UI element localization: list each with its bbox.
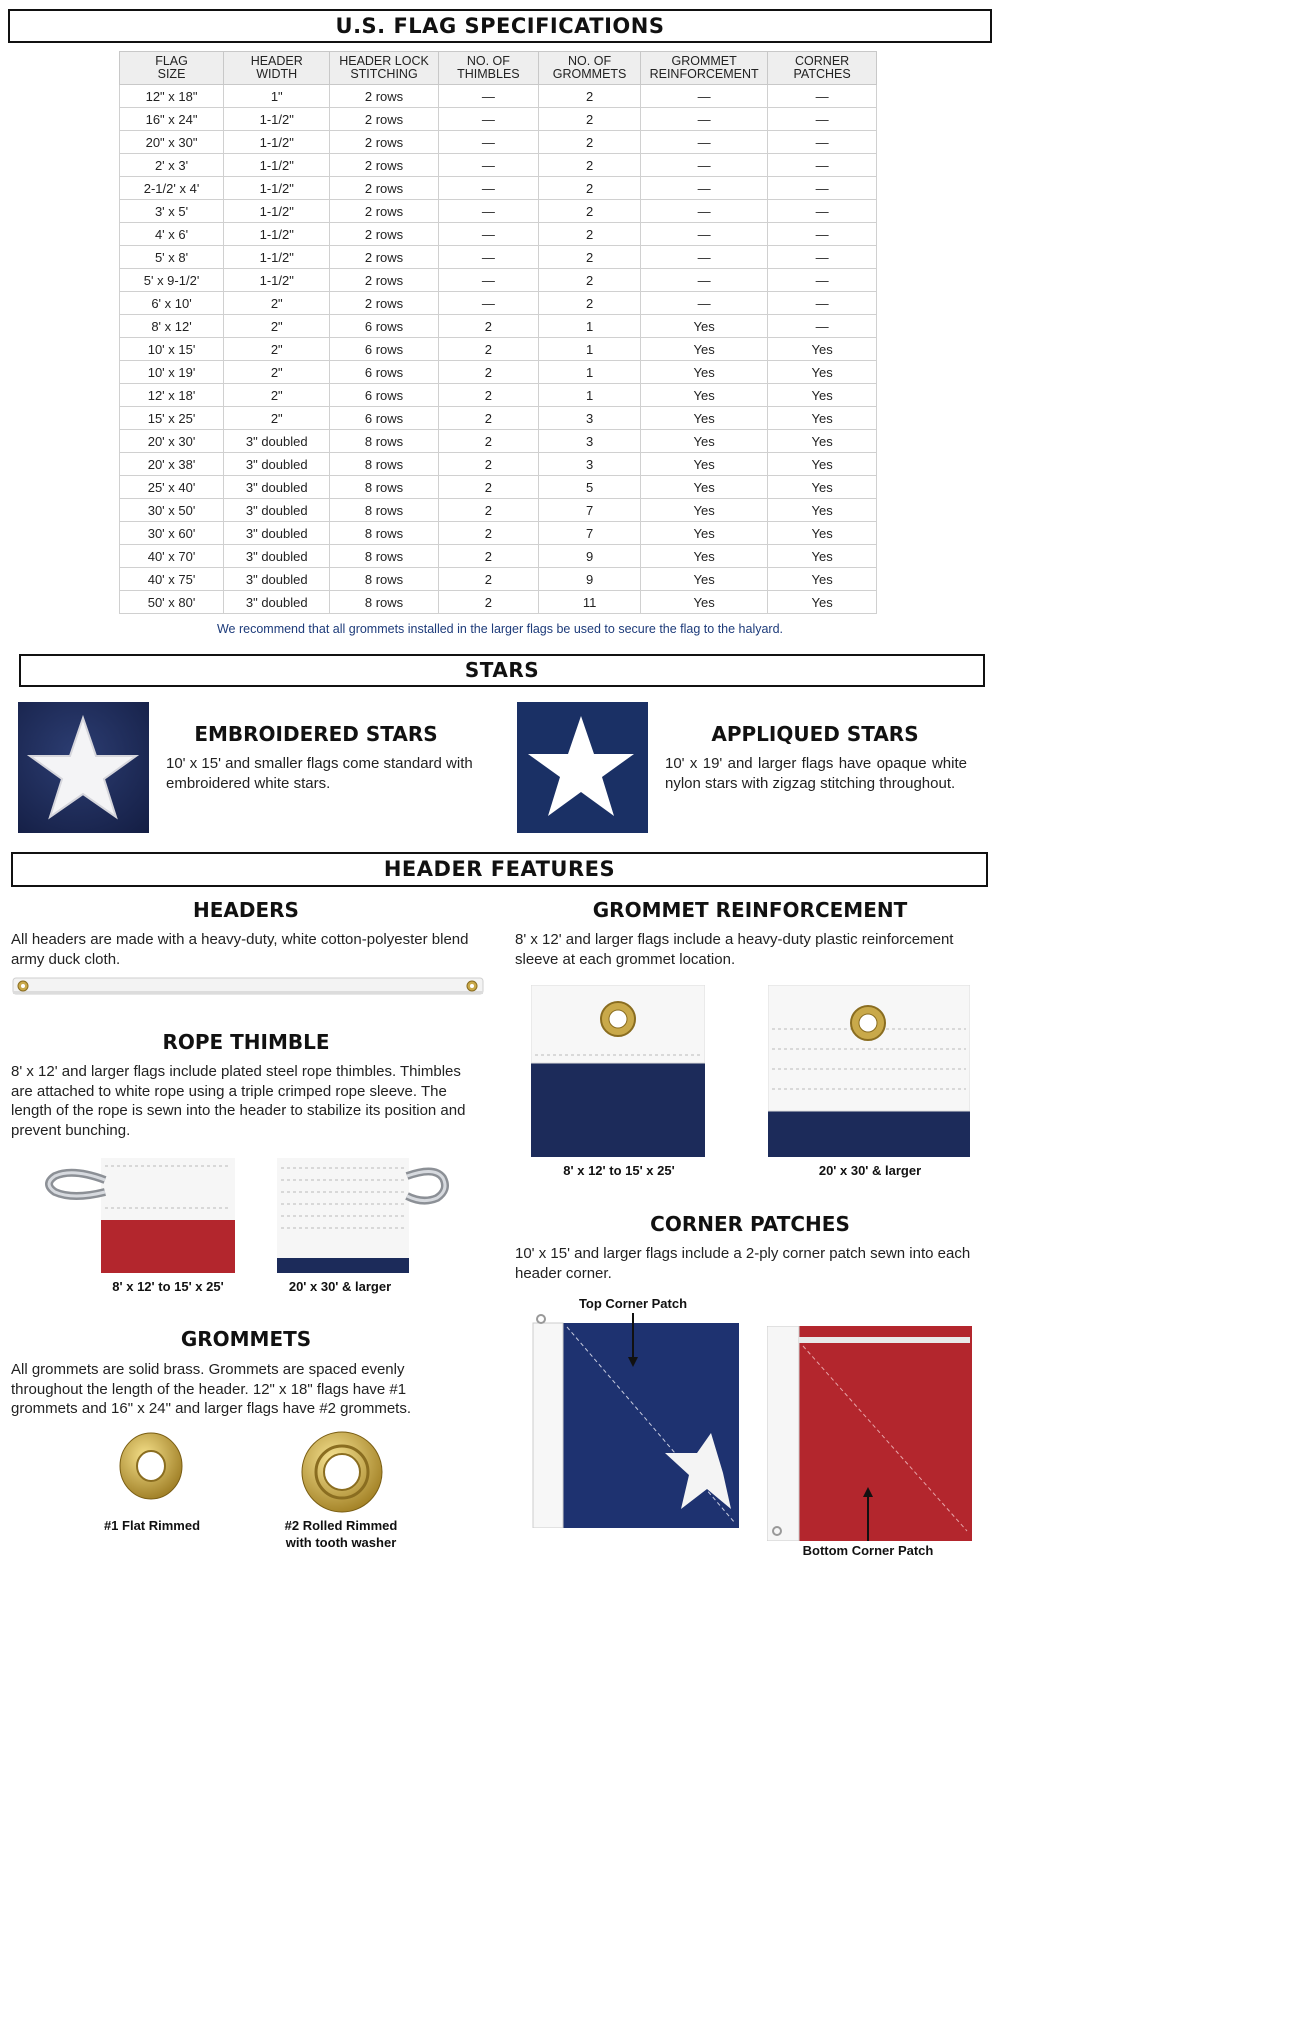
table-cell: 6 rows bbox=[330, 338, 438, 361]
table-cell: — bbox=[768, 200, 877, 223]
table-cell: 2 bbox=[438, 476, 539, 499]
table-cell: Yes bbox=[641, 545, 768, 568]
table-cell: 2 bbox=[539, 292, 641, 315]
table-cell: 2 bbox=[438, 338, 539, 361]
spec-column-header bbox=[641, 52, 768, 85]
table-cell: 1-1/2" bbox=[224, 154, 330, 177]
table-cell: 2 bbox=[539, 108, 641, 131]
table-cell: 1 bbox=[539, 315, 641, 338]
table-cell: 40' x 75' bbox=[120, 568, 224, 591]
table-cell: Yes bbox=[641, 476, 768, 499]
table-row bbox=[120, 177, 877, 200]
table-cell: 2 rows bbox=[330, 85, 438, 108]
table-cell: 1-1/2" bbox=[224, 131, 330, 154]
header-features-title: HEADER FEATURES bbox=[383, 857, 616, 881]
table-cell: Yes bbox=[641, 453, 768, 476]
table-cell: 2 bbox=[539, 177, 641, 200]
table-cell: 2 rows bbox=[330, 177, 438, 200]
table-cell: — bbox=[641, 85, 768, 108]
table-row bbox=[120, 591, 877, 614]
table-cell: 7 bbox=[539, 522, 641, 545]
table-cell: 12' x 18' bbox=[120, 384, 224, 407]
table-cell: 2 bbox=[438, 407, 539, 430]
table-cell: 2 bbox=[539, 85, 641, 108]
corner-patch-photo-red bbox=[767, 1326, 972, 1541]
table-cell: 3" doubled bbox=[224, 499, 330, 522]
table-cell: 8 rows bbox=[330, 522, 438, 545]
grommet-caption-2b: with tooth washer bbox=[285, 1535, 397, 1550]
table-cell: — bbox=[438, 269, 539, 292]
table-cell: — bbox=[768, 85, 877, 108]
spec-table-body bbox=[120, 85, 877, 614]
spec-column-header bbox=[539, 52, 641, 85]
spec-column-header-line: GROMMET bbox=[671, 54, 737, 68]
thimble-photo-small bbox=[43, 1158, 235, 1273]
table-cell: 5' x 8' bbox=[120, 246, 224, 269]
table-cell: 16" x 24" bbox=[120, 108, 224, 131]
table-cell: 3 bbox=[539, 407, 641, 430]
table-cell: 2 bbox=[438, 545, 539, 568]
table-cell: 3 bbox=[539, 453, 641, 476]
appliqued-heading: APPLIQUED STARS bbox=[711, 722, 919, 746]
headers-heading: HEADERS bbox=[193, 898, 299, 922]
table-cell: 1-1/2" bbox=[224, 223, 330, 246]
table-cell: — bbox=[438, 154, 539, 177]
table-row bbox=[120, 85, 877, 108]
table-cell: 25' x 40' bbox=[120, 476, 224, 499]
reinforcement-photo-large bbox=[768, 985, 970, 1157]
table-cell: 8' x 12' bbox=[120, 315, 224, 338]
table-cell: — bbox=[641, 269, 768, 292]
table-cell: 20' x 30' bbox=[120, 430, 224, 453]
table-cell: Yes bbox=[768, 361, 877, 384]
table-row bbox=[120, 545, 877, 568]
table-cell: — bbox=[438, 292, 539, 315]
table-cell: — bbox=[768, 131, 877, 154]
table-cell: 6' x 10' bbox=[120, 292, 224, 315]
top-corner-label: Top Corner Patch bbox=[578, 1296, 688, 1311]
table-cell: — bbox=[438, 223, 539, 246]
table-cell: — bbox=[768, 154, 877, 177]
table-cell: 6 rows bbox=[330, 384, 438, 407]
table-cell: 9 bbox=[539, 545, 641, 568]
corner-patches-heading: CORNER PATCHES bbox=[650, 1212, 850, 1236]
table-cell: 4' x 6' bbox=[120, 223, 224, 246]
table-cell: 50' x 80' bbox=[120, 591, 224, 614]
table-cell: 2 bbox=[438, 499, 539, 522]
table-cell: Yes bbox=[641, 522, 768, 545]
grommet-reinforcement-heading: GROMMET REINFORCEMENT bbox=[592, 898, 908, 922]
bottom-corner-label: Bottom Corner Patch bbox=[802, 1543, 934, 1558]
table-cell: Yes bbox=[641, 384, 768, 407]
spec-column-header-line: CORNER bbox=[795, 54, 850, 68]
table-cell: 1 bbox=[539, 361, 641, 384]
header-strip-photo bbox=[11, 974, 485, 998]
table-cell: — bbox=[641, 108, 768, 131]
table-cell: Yes bbox=[641, 315, 768, 338]
table-cell: 2 rows bbox=[330, 292, 438, 315]
table-row bbox=[120, 407, 877, 430]
table-cell: 12" x 18" bbox=[120, 85, 224, 108]
grommet-reinforcement-text: 8' x 12' and larger flags include a heavy-duty plastic reinforcement sleeve at each grommet location. bbox=[515, 931, 954, 968]
table-cell: 2 rows bbox=[330, 223, 438, 246]
table-cell: 2 rows bbox=[330, 108, 438, 131]
table-cell: — bbox=[438, 108, 539, 131]
table-cell: 2 bbox=[539, 246, 641, 269]
table-cell: 2 rows bbox=[330, 154, 438, 177]
spec-column-header-line: GROMMETS bbox=[552, 67, 627, 81]
spec-column-header bbox=[438, 52, 539, 85]
table-cell: 2 bbox=[438, 568, 539, 591]
table-cell: 3' x 5' bbox=[120, 200, 224, 223]
table-cell: 3" doubled bbox=[224, 453, 330, 476]
spec-column-header bbox=[330, 52, 438, 85]
table-cell: Yes bbox=[641, 338, 768, 361]
table-cell: — bbox=[768, 292, 877, 315]
table-cell: 2" bbox=[224, 384, 330, 407]
reinforcement-caption-small: 8' x 12' to 15' x 25' bbox=[563, 1163, 675, 1178]
thimble-caption-small: 8' x 12' to 15' x 25' bbox=[112, 1279, 224, 1294]
embroidered-heading: EMBROIDERED STARS bbox=[194, 722, 438, 746]
table-cell: Yes bbox=[768, 476, 877, 499]
table-cell: 1-1/2" bbox=[224, 269, 330, 292]
table-row bbox=[120, 361, 877, 384]
reinforcement-caption-large: 20' x 30' & larger bbox=[818, 1163, 922, 1178]
table-cell: 11 bbox=[539, 591, 641, 614]
table-cell: 2 rows bbox=[330, 131, 438, 154]
table-cell: — bbox=[768, 246, 877, 269]
table-cell: Yes bbox=[641, 499, 768, 522]
table-cell: — bbox=[768, 223, 877, 246]
table-cell: 2" bbox=[224, 315, 330, 338]
spec-column-header-line: HEADER LOCK bbox=[339, 54, 429, 68]
table-cell: 8 rows bbox=[330, 430, 438, 453]
table-cell: 30' x 50' bbox=[120, 499, 224, 522]
table-cell: 20" x 30" bbox=[120, 131, 224, 154]
table-cell: 1" bbox=[224, 85, 330, 108]
table-cell: Yes bbox=[641, 568, 768, 591]
table-cell: 2 bbox=[438, 384, 539, 407]
table-cell: 1 bbox=[539, 384, 641, 407]
stars-title: STARS bbox=[464, 658, 540, 682]
table-cell: 8 rows bbox=[330, 453, 438, 476]
table-cell: 1-1/2" bbox=[224, 108, 330, 131]
table-cell: 2 bbox=[539, 223, 641, 246]
table-row bbox=[120, 200, 877, 223]
table-cell: 40' x 70' bbox=[120, 545, 224, 568]
table-cell: 2 bbox=[438, 315, 539, 338]
table-cell: 8 rows bbox=[330, 476, 438, 499]
reinforcement-photo-small bbox=[531, 985, 705, 1157]
table-cell: 2 bbox=[438, 522, 539, 545]
table-cell: 3" doubled bbox=[224, 545, 330, 568]
rope-thimble-text: 8' x 12' and larger flags include plated steel rope thimbles. Thimbles are attached to white rope using a triple crimped rope sleeve. The length of the rope is sewn into the header to stabilize its position and prevent bunching. bbox=[11, 1063, 466, 1139]
table-cell: Yes bbox=[768, 338, 877, 361]
table-cell: — bbox=[641, 154, 768, 177]
table-row bbox=[120, 223, 877, 246]
table-cell: — bbox=[438, 85, 539, 108]
table-cell: — bbox=[641, 131, 768, 154]
table-cell: 2 bbox=[438, 453, 539, 476]
table-cell: 1 bbox=[539, 338, 641, 361]
table-cell: 10' x 15' bbox=[120, 338, 224, 361]
table-row bbox=[120, 154, 877, 177]
grommet-flat-photo bbox=[118, 1431, 184, 1501]
table-cell: — bbox=[641, 223, 768, 246]
table-cell: 3" doubled bbox=[224, 568, 330, 591]
grommets-text: All grommets are solid brass. Grommets are spaced evenly throughout the length of the header. 12" x 18" flags have #1 grommets and 16" x 24" and larger flags have #2 grommets. bbox=[11, 1361, 412, 1417]
table-cell: 2" bbox=[224, 407, 330, 430]
table-cell: 2" bbox=[224, 338, 330, 361]
appliqued-star-photo bbox=[517, 702, 648, 833]
table-cell: 2 bbox=[539, 200, 641, 223]
table-cell: 10' x 19' bbox=[120, 361, 224, 384]
table-cell: 8 rows bbox=[330, 545, 438, 568]
table-row bbox=[120, 292, 877, 315]
headers-text: All headers are made with a heavy-duty, white cotton-polyester blend army duck cloth. bbox=[11, 931, 469, 968]
table-cell: — bbox=[768, 269, 877, 292]
spec-column-header-line: THIMBLES bbox=[457, 67, 520, 81]
embroidered-star-photo bbox=[18, 702, 149, 833]
table-cell: Yes bbox=[768, 545, 877, 568]
table-cell: — bbox=[438, 131, 539, 154]
table-cell: — bbox=[768, 108, 877, 131]
grommet-caption-2a: #2 Rolled Rimmed bbox=[284, 1518, 398, 1533]
stars-banner bbox=[19, 654, 985, 687]
table-cell: 2 bbox=[438, 430, 539, 453]
spec-column-header-line: NO. OF bbox=[466, 54, 510, 68]
table-cell: Yes bbox=[641, 591, 768, 614]
table-cell: Yes bbox=[768, 591, 877, 614]
table-cell: 2" bbox=[224, 292, 330, 315]
table-cell: 15' x 25' bbox=[120, 407, 224, 430]
table-cell: 2 rows bbox=[330, 246, 438, 269]
spec-column-header-line: NO. OF bbox=[568, 54, 612, 68]
thimble-photo-large bbox=[277, 1158, 449, 1273]
spec-banner bbox=[8, 9, 992, 43]
table-row bbox=[120, 131, 877, 154]
table-row bbox=[120, 453, 877, 476]
spec-title: U.S. FLAG SPECIFICATIONS bbox=[335, 14, 665, 38]
table-cell: Yes bbox=[768, 453, 877, 476]
table-cell: Yes bbox=[768, 522, 877, 545]
table-row bbox=[120, 430, 877, 453]
table-cell: 2 rows bbox=[330, 269, 438, 292]
spec-column-header bbox=[768, 52, 877, 85]
table-cell: — bbox=[641, 177, 768, 200]
table-cell: 2' x 3' bbox=[120, 154, 224, 177]
table-row bbox=[120, 246, 877, 269]
table-cell: 9 bbox=[539, 568, 641, 591]
grommet-rolled-photo bbox=[300, 1430, 384, 1514]
table-cell: Yes bbox=[768, 384, 877, 407]
spec-column-header-line: FLAG bbox=[155, 54, 188, 68]
rope-thimble-heading: ROPE THIMBLE bbox=[162, 1030, 330, 1054]
embroidered-text: 10' x 15' and smaller flags come standard with embroidered white stars. bbox=[166, 755, 473, 792]
spec-column-header-line: PATCHES bbox=[793, 67, 851, 81]
table-row bbox=[120, 269, 877, 292]
table-cell: 6 rows bbox=[330, 361, 438, 384]
table-cell: — bbox=[438, 200, 539, 223]
table-cell: 3" doubled bbox=[224, 591, 330, 614]
table-row bbox=[120, 568, 877, 591]
table-cell: 8 rows bbox=[330, 568, 438, 591]
table-row bbox=[120, 499, 877, 522]
spec-note: We recommend that all grommets installed in the larger flags be used to secure the flag to the halyard. bbox=[216, 622, 784, 636]
table-row bbox=[120, 108, 877, 131]
table-cell: — bbox=[438, 177, 539, 200]
table-cell: 6 rows bbox=[330, 315, 438, 338]
table-cell: — bbox=[641, 246, 768, 269]
table-cell: — bbox=[768, 177, 877, 200]
table-cell: 3 bbox=[539, 430, 641, 453]
table-cell: — bbox=[641, 292, 768, 315]
table-cell: 2" bbox=[224, 361, 330, 384]
corner-patches-text: 10' x 15' and larger flags include a 2-ply corner patch sewn into each header corner. bbox=[515, 1245, 971, 1282]
table-cell: 2 bbox=[539, 154, 641, 177]
table-row bbox=[120, 315, 877, 338]
table-cell: 8 rows bbox=[330, 591, 438, 614]
table-cell: Yes bbox=[641, 361, 768, 384]
table-cell: 2 bbox=[438, 361, 539, 384]
table-cell: Yes bbox=[641, 407, 768, 430]
table-cell: 3" doubled bbox=[224, 522, 330, 545]
table-cell: 2 rows bbox=[330, 200, 438, 223]
table-row bbox=[120, 338, 877, 361]
table-cell: 8 rows bbox=[330, 499, 438, 522]
table-cell: 20' x 38' bbox=[120, 453, 224, 476]
table-cell: — bbox=[641, 200, 768, 223]
table-cell: 1-1/2" bbox=[224, 246, 330, 269]
table-cell: 5' x 9-1/2' bbox=[120, 269, 224, 292]
table-cell: 1-1/2" bbox=[224, 200, 330, 223]
spec-column-header-line: STITCHING bbox=[350, 67, 418, 81]
appliqued-text: 10' x 19' and larger flags have opaque white nylon stars with zigzag stitching throughout. bbox=[665, 755, 967, 792]
table-cell: Yes bbox=[768, 568, 877, 591]
grommet-caption-1: #1 Flat Rimmed bbox=[103, 1518, 201, 1533]
table-cell: Yes bbox=[768, 430, 877, 453]
spec-column-header-line: SIZE bbox=[157, 67, 186, 81]
table-cell: Yes bbox=[768, 499, 877, 522]
table-cell: 3" doubled bbox=[224, 430, 330, 453]
table-row bbox=[120, 384, 877, 407]
table-cell: 6 rows bbox=[330, 407, 438, 430]
spec-table bbox=[119, 51, 877, 614]
spec-column-header-line: WIDTH bbox=[256, 67, 298, 81]
table-cell: 2 bbox=[539, 269, 641, 292]
header-features-banner bbox=[11, 852, 988, 887]
table-cell: 2 bbox=[539, 131, 641, 154]
table-cell: Yes bbox=[641, 430, 768, 453]
table-cell: 3" doubled bbox=[224, 476, 330, 499]
corner-patch-photo-blue bbox=[531, 1313, 741, 1528]
spec-column-header-line: REINFORCEMENT bbox=[649, 67, 759, 81]
table-cell: 7 bbox=[539, 499, 641, 522]
table-row bbox=[120, 476, 877, 499]
thimble-caption-large: 20' x 30' & larger bbox=[288, 1279, 392, 1294]
spec-column-header bbox=[120, 52, 224, 85]
table-cell: Yes bbox=[768, 407, 877, 430]
table-cell: — bbox=[438, 246, 539, 269]
spec-column-header-line: HEADER bbox=[250, 54, 303, 68]
table-cell: 2 bbox=[438, 591, 539, 614]
grommets-heading: GROMMETS bbox=[180, 1327, 312, 1351]
table-cell: 2-1/2' x 4' bbox=[120, 177, 224, 200]
table-cell: 1-1/2" bbox=[224, 177, 330, 200]
table-cell: — bbox=[768, 315, 877, 338]
spec-column-header bbox=[224, 52, 330, 85]
table-row bbox=[120, 522, 877, 545]
spec-table-header bbox=[120, 52, 877, 85]
table-cell: 30' x 60' bbox=[120, 522, 224, 545]
table-cell: 5 bbox=[539, 476, 641, 499]
